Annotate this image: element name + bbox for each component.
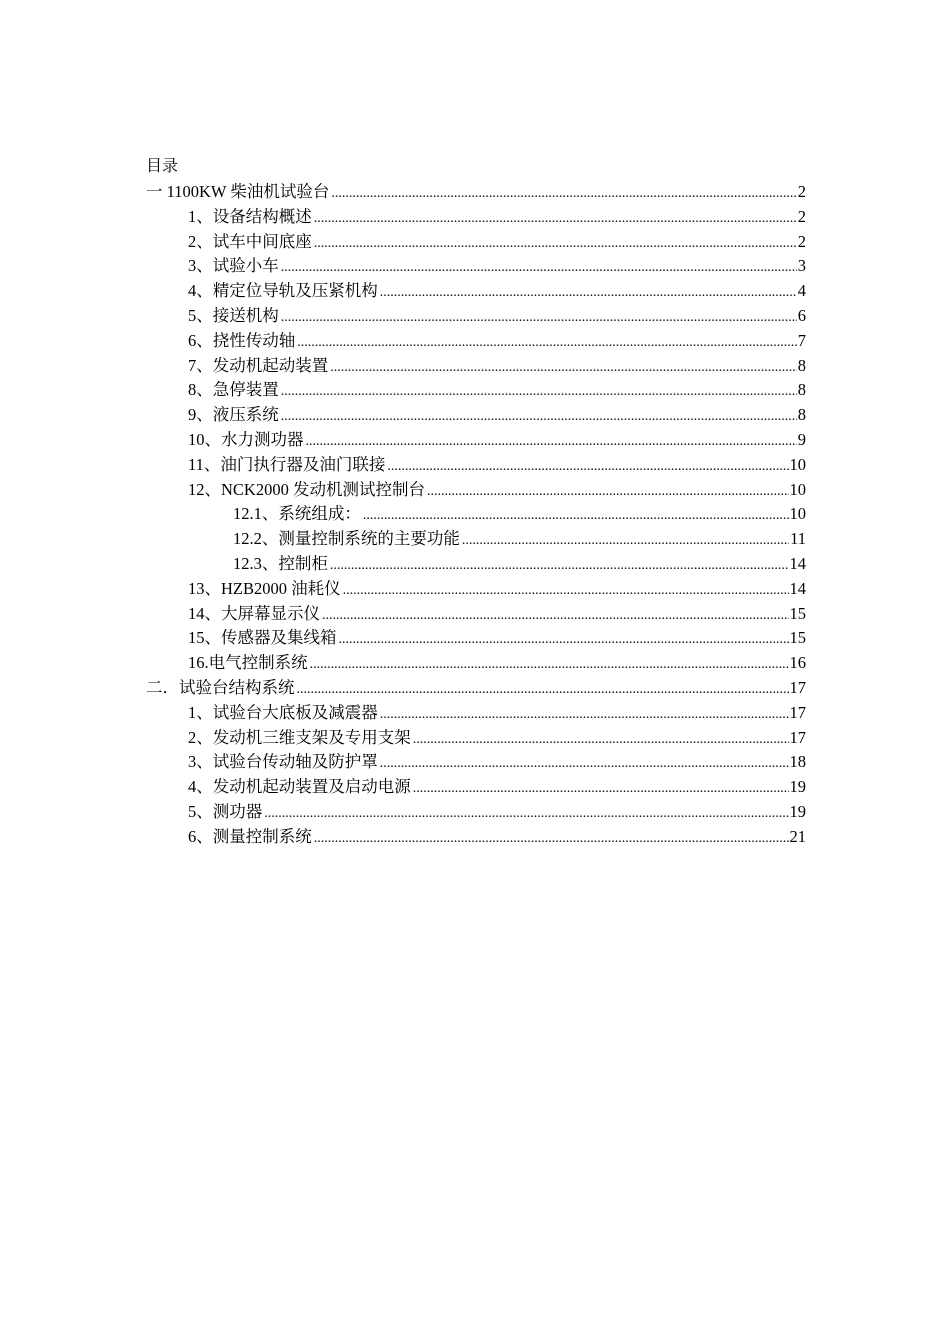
toc-dot-leader <box>310 653 789 678</box>
toc-entry[interactable] <box>146 750 806 775</box>
toc-entry-label: 1、试验台大底板及减震器 <box>188 702 378 722</box>
toc-dot-leader <box>264 802 788 827</box>
toc-entry-page-number: 2 <box>797 231 806 251</box>
toc-dot-leader <box>314 207 797 232</box>
toc-entry-page-number: 9 <box>797 429 806 449</box>
toc-title: 目录 <box>146 158 179 175</box>
toc-entry[interactable] <box>146 825 806 850</box>
toc-dot-leader <box>281 256 797 281</box>
toc-entry-label: 4、发动机起动装置及启动电源 <box>188 777 411 797</box>
toc-entry-label: 12.1、系统组成： <box>233 504 361 524</box>
toc-entry-page-number: 2 <box>797 182 806 201</box>
toc-entry-page-number: 8 <box>797 405 806 425</box>
toc-entry[interactable] <box>146 502 806 527</box>
toc-entry-label: 9、液压系统 <box>188 405 279 425</box>
toc-entry[interactable] <box>146 552 806 577</box>
toc-entry[interactable] <box>146 676 806 701</box>
toc-entry-label: 4、精定位导轨及压紧机构 <box>188 281 378 301</box>
toc-dot-leader <box>297 331 797 356</box>
toc-entry[interactable] <box>146 403 806 428</box>
toc-entry-label: 5、接送机构 <box>188 305 279 325</box>
toc-dot-leader <box>339 628 789 653</box>
toc-entry[interactable] <box>146 527 806 552</box>
toc-entry[interactable] <box>146 180 806 205</box>
toc-entry[interactable] <box>146 626 806 651</box>
toc-entry-page-number: 15 <box>789 628 806 648</box>
toc-entry[interactable] <box>146 602 806 627</box>
toc-entry[interactable] <box>146 651 806 676</box>
toc-entry[interactable] <box>146 577 806 602</box>
toc-entry[interactable] <box>146 726 806 751</box>
toc-dot-leader <box>306 430 797 455</box>
toc-entry-label: 3、试验小车 <box>188 256 279 276</box>
toc-entry-page-number: 6 <box>797 305 806 325</box>
toc-entry-label: 2、试车中间底座 <box>188 231 312 251</box>
toc-entry-page-number: 7 <box>797 330 806 350</box>
toc-dot-leader <box>330 554 789 579</box>
toc-entry-label: 14、大屏幕显示仪 <box>188 603 320 623</box>
toc-entry-page-number: 10 <box>789 454 806 474</box>
toc-dot-leader <box>281 405 797 430</box>
toc-entry-label: 1、设备结构概述 <box>188 206 312 226</box>
toc-entry[interactable] <box>146 205 806 230</box>
toc-dot-leader <box>380 703 789 728</box>
toc-entry[interactable] <box>146 304 806 329</box>
toc-entry-page-number: 17 <box>789 677 806 697</box>
toc-dot-leader <box>281 380 797 405</box>
toc-entry-page-number: 17 <box>789 702 806 722</box>
toc-entry-label: 15、传感器及集线箱 <box>188 628 337 648</box>
toc-entry-label: 5、测功器 <box>188 801 263 821</box>
toc-entry-label: 10、水力测功器 <box>188 429 304 449</box>
toc-dot-leader <box>363 504 789 529</box>
toc-entry-page-number: 10 <box>789 504 806 524</box>
toc-entry-page-number: 14 <box>789 553 806 573</box>
toc-dot-leader <box>380 752 789 777</box>
toc-entry[interactable] <box>146 378 806 403</box>
toc-entry-label: 16.电气控制系统 <box>188 653 308 673</box>
toc-entry-page-number: 21 <box>789 826 806 846</box>
toc-dot-leader <box>427 480 789 505</box>
toc-dot-leader <box>413 728 789 753</box>
toc-dot-leader <box>314 827 789 852</box>
toc-entry-label: 二．试验台结构系统 <box>146 677 295 697</box>
toc-entry-page-number: 11 <box>790 529 806 549</box>
toc-dot-leader <box>331 182 796 207</box>
toc-dot-leader <box>343 579 789 604</box>
toc-entry[interactable] <box>146 453 806 478</box>
toc-entry-label: 12.3、控制柜 <box>233 553 328 573</box>
toc-entry-label: 6、挠性传动轴 <box>188 330 296 350</box>
toc-entry-label: 13、HZB2000 油耗仪 <box>188 578 341 598</box>
toc-entry-label: 11、油门执行器及油门联接 <box>188 454 386 474</box>
toc-entry[interactable] <box>146 800 806 825</box>
toc-entry-page-number: 2 <box>797 206 806 226</box>
toc-entry-label: 7、发动机起动装置 <box>188 355 329 375</box>
toc-entry-page-number: 15 <box>789 603 806 623</box>
toc-dot-leader <box>387 455 788 480</box>
toc-entry[interactable] <box>146 428 806 453</box>
toc-entry-page-number: 18 <box>789 752 806 772</box>
toc-entry-page-number: 17 <box>789 727 806 747</box>
toc-entry[interactable] <box>146 354 806 379</box>
toc-entry[interactable] <box>146 230 806 255</box>
toc-entry-label: 8、急停装置 <box>188 380 279 400</box>
toc-entry[interactable] <box>146 478 806 503</box>
toc-entry-label: 3、试验台传动轴及防护罩 <box>188 752 378 772</box>
toc-entry[interactable] <box>146 329 806 354</box>
toc-entry[interactable] <box>146 254 806 279</box>
toc-entry-page-number: 19 <box>789 801 806 821</box>
toc-dot-leader <box>380 281 797 306</box>
toc-dot-leader <box>462 529 789 554</box>
toc-entry-page-number: 4 <box>797 281 806 301</box>
toc-entry-label: 12.2、测量控制系统的主要功能 <box>233 529 460 549</box>
toc-dot-leader <box>322 604 789 629</box>
toc-entry-label: 12、NCK2000 发动机测试控制台 <box>188 479 425 499</box>
toc-entry-page-number: 14 <box>789 578 806 598</box>
toc-entry-label: 一 1100KW 柴油机试验台 <box>146 182 330 201</box>
table-of-contents <box>146 180 806 850</box>
toc-entry[interactable] <box>146 701 806 726</box>
toc-dot-leader <box>281 306 797 331</box>
toc-entry[interactable] <box>146 775 806 800</box>
toc-entry-page-number: 3 <box>797 256 806 276</box>
toc-entry-page-number: 19 <box>789 777 806 797</box>
toc-dot-leader <box>413 777 789 802</box>
toc-entry[interactable] <box>146 279 806 304</box>
toc-dot-leader <box>297 678 789 703</box>
toc-entry-label: 2、发动机三维支架及专用支架 <box>188 727 411 747</box>
toc-entry-page-number: 8 <box>797 380 806 400</box>
toc-entry-page-number: 16 <box>789 653 806 673</box>
toc-entry-page-number: 10 <box>789 479 806 499</box>
toc-entry-label: 6、测量控制系统 <box>188 826 312 846</box>
toc-entry-page-number: 8 <box>797 355 806 375</box>
toc-dot-leader <box>330 356 797 381</box>
toc-dot-leader <box>314 232 797 257</box>
